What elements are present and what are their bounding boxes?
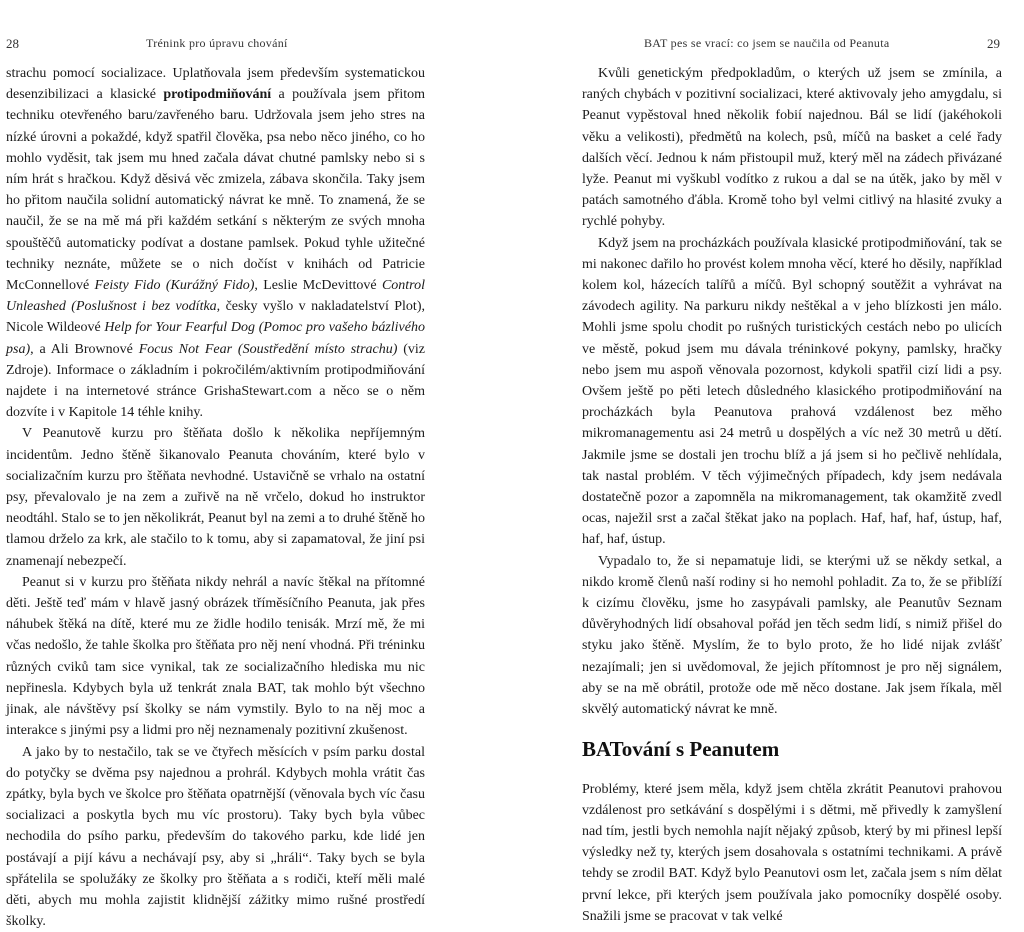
book-title: Control Unleashed (Poslušnost i bez vodítka xyxy=(6,278,425,314)
right-page-number: 29 xyxy=(987,36,1000,52)
right-running-title: BAT pes se vrací: co jsem se naučila od Peanuta xyxy=(644,36,889,51)
left-body-text xyxy=(6,63,425,932)
paragraph: strachu pomocí socializace. Uplatňovala jsem především systematickou desenzibilizaci a klasické protipodmiňování a používala jsem přitom techniku otevřeného baru/zavřeného baru. Udržovala jsem jeho stres na nízké úrovni a pokaždé, když spatřil člověka, psa nebo něco jiného, co ho mohlo vyděsit, tak jsem mu hned začala dávat chutné pamlsky nebo si s ním hrát s hračkou. Když děsivá věc zmizela, zábava skončila. Taky jsem ho přitom naučila solidní automatický návrat ke mně. To znamená, že se naučil, že se na mě má při každém setkání s některým ze svých mnoha spouštěčů automaticky podívat a dostane pamlsek. Pokud tyhle užitečné techniky neznáte, můžete se o nich dočíst v knihách od Patricie McConnellové Feisty Fido (Kurážný Fido), Leslie McDevittové Control Unleashed (Poslušnost i bez vodítka, česky vyšlo v nakladatelství Plot), Nicole Wildeové Help for Your Fearful Dog (Pomoc pro vašeho bázlivého psa), a Ali Brownové Focus Not Fear (Soustředění místo strachu) (viz Zdroje). Informace o základním i pokročilém/aktivním protipodmiňování najdete i na internetové stránce GrishaStewart.com a něco se o něm dozvíte i v Kapitole 14 téhle knihy. xyxy=(6,63,425,423)
bold-term: protipodmiňování xyxy=(163,87,271,102)
book-title: Focus Not Fear (Soustředění místo strachu) xyxy=(139,342,398,357)
paragraph: Problémy, které jsem měla, když jsem chtěla zkrátit Peanutovi prahovou vzdálenost pro setkávání s dospělými i s dětmi, mě přivedly k zamyšlení nad tím, jestli bych nemohla najít nějaký způsob, který by mi přinesl lepší výsledky než ty, kterých jsem dosahovala s ostatními technikami. A právě tehdy se zrodil BAT. Když bylo Peanutovi osm let, začala jsem s ním dělat první lekce, při kterých jsem používala jako pomocníky dospělé osoby. Snažili jsme se pracovat v tak velké xyxy=(582,779,1002,927)
right-page xyxy=(512,0,1024,768)
right-body-text xyxy=(582,63,1002,927)
book-title: Help for Your Fearful Dog (Pomoc pro vašeho bázlivého psa) xyxy=(6,320,425,356)
left-page xyxy=(0,0,512,768)
paragraph: Vypadalo to, že si nepamatuje lidi, se kterými už se někdy setkal, a nikdo kromě členů naší rodiny si ho nemohl pohladit. Za to, že se přiblíží k cizímu člověku, jsme ho zasypávali pamlsky, ale Peanutův Seznam důvěryhodných lidí obsahoval pořád jen těch sedm lidí, s nimiž přišel do styku jako štěně. Myslím, že to bylo proto, že ho lidé nijak zvlášť nezajímali; jen si uvědomoval, že jejich přítomnost je pro něj signálem, aby se na mě obrátil, protože ode mě něco dostane. Jak jsem říkala, měl skvělý automatický návrat ke mně. xyxy=(582,551,1002,721)
paragraph: V Peanutově kurzu pro štěňata došlo k několika nepříjemným incidentům. Jedno štěně šikanovalo Peanuta chováním, které bylo v socializačním kurzu pro štěňata nevhodné. Ustavičně se vrhalo na ostatní psy, převalovalo je na zem a zuřivě na ně vrčelo, dokud ho instruktor neodtáhl. Stalo se to jen několikrát, Peanut byl na zemi a to druhé štěně ho tlamou drželo za krk, ale stačilo to k tomu, aby si zapamatoval, že jiní psi znamenají nebezpečí. xyxy=(6,423,425,571)
left-page-number: 28 xyxy=(6,36,19,52)
paragraph: Peanut si v kurzu pro štěňata nikdy nehrál a navíc štěkal na přítomné děti. Ještě teď mám v hlavě jasný obrázek tříměsíčního Peanuta, jak přes náhubek štěká na dítě, které mu ze židle hodilo tenisák. Mrzí mě, že mi včas nedošlo, že tahle školka pro štěňata pro něj není vhodná. Při tréninku různých cviků tam sice vynikal, tak ze socializačního hlediska mu nic nepřinesla. Kdybych byla už tenkrát znala BAT, tak mohlo být všechno jinak, ale návštěvy psí školky se nám vymstily. Bylo to na něj moc a interakce s jinými psy a lidmi pro něj neznamenaly pozitivní zkušenost. xyxy=(6,572,425,742)
section-heading: BATování s Peanutem xyxy=(582,739,1002,760)
paragraph: A jako by to nestačilo, tak se ve čtyřech měsících v psím parku dostal do potyčky se dvěma psy najednou a prohrál. Kdybych mohla vrátit čas zpátky, byla bych ve školce pro štěňata opatrnější (věnovala bych víc času socializaci a poskytla bych mu víc prostoru). Taky bych byla vůbec nechodila do psího parku, především do takového parku, kde lidé jen postávají a pijí kávu a nechávají psy, aby si „hráli“. Taky bych se byla spřátelila se spolužáky ze školky pro štěňata a s rodiči, kteří měli malé děti, abych mu mohla zajistit klidnější zážitky mimo rušné prostředí školky. xyxy=(6,742,425,932)
left-running-title: Trénink pro úpravu chování xyxy=(146,36,288,51)
paragraph: Když jsem na procházkách používala klasické protipodmiňování, tak se mi nakonec dařilo ho provést kolem mnoha věcí, které ho děsily, například kolem kol, házecích talířů a míčů. Byl schopný soutěžit a vyhrávat na závodech agility. Na parkuru nikdy neštěkal a v jeho blízkosti jen málo. Mohli jsme spolu chodit po rušných turistických cestách nebo po ulicích ve městě, pokud jsem mu dávala tréninkové pokyny, pamlsky, hračky nebo jsem mu aspoň věnovala pozornost, kdykoli spatřil cizí lidi a psy. Ovšem ještě po pěti letech důsledného klasického protipodmiňování na procházkách byla Peanutova prahová vzdálenost bez měho mikromanagementu asi 24 metrů u dospělých a víc než 30 metrů u dětí. Jakmile jsme se dostali jen trochu blíž a já jsem si ho pečlivě nehlídala, tak nastal problém. V těch výjimečných případech, kdy jsem nedávala dostatečně pozor a zapomněla na mikromanagement, tak okamžitě zvedl ocas, naježil srst a začal štěkat jako na poplach. Haf, haf, haf, ústup, haf, haf, haf, ústup. xyxy=(582,233,1002,551)
book-title: Feisty Fido (Kurážný Fido) xyxy=(95,278,255,293)
paragraph: Kvůli genetickým předpokladům, o kterých už jsem se zmínila, a raných chybách v pozitivní socializaci, které aktivovaly jeho amygdalu, si Peanut vypěstoval hned několik fobií najednou. Bál se lidí (jakéhokoli věku a velikosti), předmětů na kolech, psů, míčů na basket a celé řady dalších věcí. Jednou k nám přistoupil muž, který měl na zádech přivázané lyže. Peanut mi vyškubl vodítko z rukou a dal se na útěk, jako by měl v patách samotného ďábla. Kromě toho byl velmi citlivý na hlasité zvuky a rychlé pohyby. xyxy=(582,63,1002,233)
